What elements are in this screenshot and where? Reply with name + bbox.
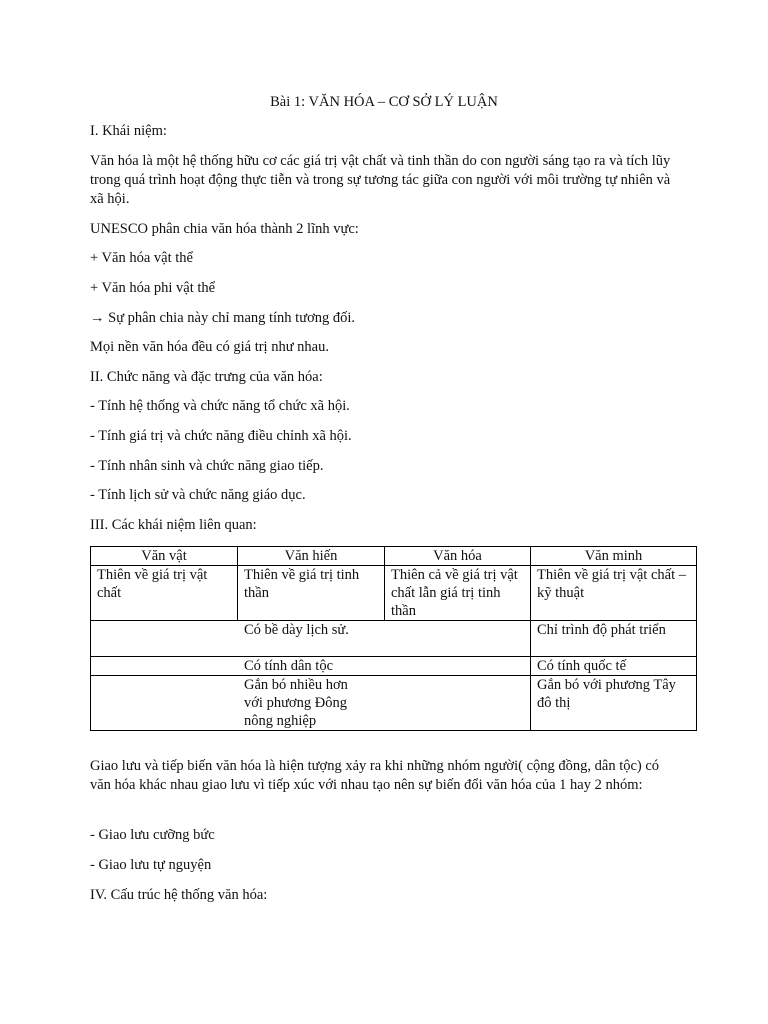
table-cell: Chỉ trình độ phát triển xyxy=(531,621,697,657)
list-item: - Giao lưu cưỡng bức xyxy=(90,827,215,843)
section-heading-1: I. Khái niệm: xyxy=(90,123,167,139)
table-cell: Gắn bó nhiều hơn với phương Đông nông nghiệp xyxy=(91,676,531,731)
list-item: + Văn hóa vật thể xyxy=(90,250,193,266)
definition-paragraph: Văn hóa là một hệ thống hữu cơ các giá trị vật chất và tinh thần do con người sáng tạo ra và tích lũy trong quá trình hoạt động thực tiễn và trong sự tương tác giữa con người với môi trường tự nhiên và xã hội. xyxy=(90,153,671,207)
table-cell: Gắn bó với phương Tây đô thị xyxy=(531,676,697,731)
table-cell: Thiên về giá trị tinh thần xyxy=(238,566,385,621)
list-item: - Tính hệ thống và chức năng tổ chức xã hội. xyxy=(90,398,350,414)
section-heading-2: II. Chức năng và đặc trưng của văn hóa: xyxy=(90,369,323,385)
table-cell: Thiên cả về giá trị vật chất lẫn giá trị tinh thần xyxy=(385,566,531,621)
section-heading-4: IV. Cấu trúc hệ thống văn hóa: xyxy=(90,887,268,903)
table-cell: Có bề dày lịch sử. xyxy=(91,621,531,657)
table-cell: Thiên về giá trị vật chất xyxy=(91,566,238,621)
table-cell: Thiên về giá trị vật chất – kỹ thuật xyxy=(531,566,697,621)
list-item: - Tính giá trị và chức năng điều chỉnh xã hội. xyxy=(90,428,352,444)
table-row xyxy=(91,621,697,657)
list-item: - Giao lưu tự nguyện xyxy=(90,857,212,873)
table-row xyxy=(91,657,697,676)
section-heading-3: III. Các khái niệm liên quan: xyxy=(90,517,257,533)
table-header-cell: Văn minh xyxy=(531,547,697,566)
table-cell: Có tính quốc tế xyxy=(531,657,697,676)
exchange-paragraph: Giao lưu và tiếp biến văn hóa là hiện tượng xảy ra khi những nhóm người( cộng đồng, dân tộc) có văn hóa khác nhau giao lưu vì tiếp xúc với nhau tạo nên sự biến đổi văn hóa của 1 hay 2 nhóm: xyxy=(90,758,660,793)
paragraph: Mọi nền văn hóa đều có giá trị như nhau. xyxy=(90,339,329,355)
document-title: Bài 1: VĂN HÓA – CƠ SỞ LÝ LUẬN xyxy=(270,94,498,110)
table-header-cell: Văn vật xyxy=(91,547,238,566)
list-item: + Văn hóa phi vật thể xyxy=(90,280,216,296)
note-paragraph: → Sự phân chia này chỉ mang tính tương đối. xyxy=(90,310,356,326)
comparison-table xyxy=(90,546,697,731)
table-header-cell: Văn hóa xyxy=(385,547,531,566)
list-item: - Tính nhân sinh và chức năng giao tiếp. xyxy=(90,458,324,474)
table-row xyxy=(91,566,697,621)
table-header-cell: Văn hiến xyxy=(238,547,385,566)
table-cell: Có tính dân tộc xyxy=(91,657,531,676)
table-row xyxy=(91,676,697,731)
table-header-row xyxy=(91,547,697,566)
list-item: - Tính lịch sử và chức năng giáo dục. xyxy=(90,487,306,503)
unesco-paragraph: UNESCO phân chia văn hóa thành 2 lĩnh vực: xyxy=(90,221,359,237)
